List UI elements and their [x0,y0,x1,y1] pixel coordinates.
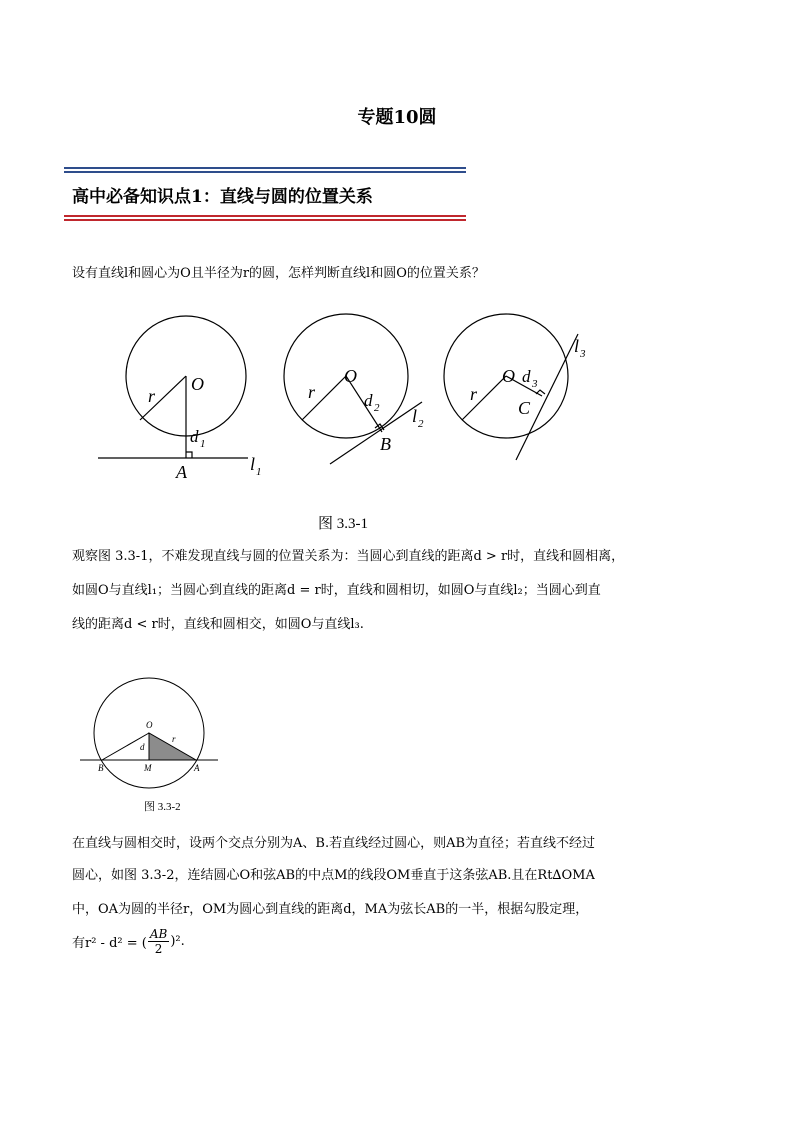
label-d2-sub: 2 [374,402,380,414]
rule-top-1 [64,167,466,169]
section-heading: 高中必备知识点1：直线与圆的位置关系 [72,187,373,207]
label-B2: B [380,434,391,454]
label-l3: l [574,336,580,356]
para2-line4 [72,924,185,958]
para2-line2: 圆心，如图 3.3-2，连结圆心O和弦AB的中点M的线段OM垂直于这条弦AB.且在Rt∆OMA [72,868,595,883]
label-l2: l [412,406,418,426]
label-l2-sub: 2 [418,418,424,430]
label-M-fig2: M [144,763,152,773]
label-O1: O [191,374,204,394]
fraction-numerator: AB [149,926,168,941]
rule-top-2 [64,171,466,173]
label-d3-sub: 3 [532,378,538,390]
rule-bottom-2 [64,219,466,221]
intro-text: 设有直线l和圆心为O且半径为r的圆，怎样判断直线l和圆O的位置关系？ [72,266,485,281]
label-l1-sub: 1 [256,466,262,478]
label-l1: l [250,454,256,474]
para2-line1: 在直线与圆相交时，设两个交点分别为A、B.若直线经过圆心，则AB为直径；若直线不经过 [72,836,596,851]
label-d3: d [522,367,531,386]
radius-1 [140,376,186,420]
label-r1: r [148,386,156,406]
label-A1: A [176,462,187,482]
label-B-fig2: B [98,763,104,773]
label-O2: O [344,366,357,386]
figure-3-3-1 [90,310,610,490]
figure1-caption: 图 3.3-1 [318,516,368,532]
formula-prefix: 有r² - d² = ( [72,935,147,951]
label-O3: O [502,366,515,386]
figure2-caption: 图 3.3-2 [144,801,181,813]
fraction-denominator: 2 [154,941,163,956]
label-A-fig2: A [194,763,200,773]
para1-line1: 观察图 3.3-1，不难发现直线与圆的位置关系为：当圆心到直线的距离d > r时，直线和圆相离， [72,549,625,564]
label-r2: r [308,382,316,402]
radius-3 [462,376,506,420]
label-O-fig2: O [146,720,153,730]
formula-suffix: )². [170,933,185,949]
label-r3: r [470,384,478,404]
page-title: 专题10圆 [357,107,437,128]
label-d1-sub: 1 [200,438,206,450]
label-r-fig2: r [172,734,176,744]
label-d2: d [364,391,373,410]
label-l3-sub: 3 [580,348,586,360]
label-d1: d [190,427,199,446]
para2-line3: 中，OA为圆的半径r，OM为圆心到直线的距离d，MA为弦长AB的一半，根据勾股定理， [72,902,589,917]
line-l3 [516,334,578,460]
rule-bottom-1 [64,215,466,217]
label-d-fig2: d [140,742,145,752]
right-angle-3 [536,390,545,394]
para1-line2: 如圆O与直线l₁；当圆心到直线的距离d = r时，直线和圆相切，如圆O与直线l₂；当圆心到直 [72,583,601,598]
fraction [148,927,169,956]
label-C3: C [518,398,531,418]
para1-line3: 线的距离d < r时，直线和圆相交，如圆O与直线l₃. [72,617,364,632]
figure-3-3-2 [76,676,226,794]
right-angle-1 [186,452,192,458]
